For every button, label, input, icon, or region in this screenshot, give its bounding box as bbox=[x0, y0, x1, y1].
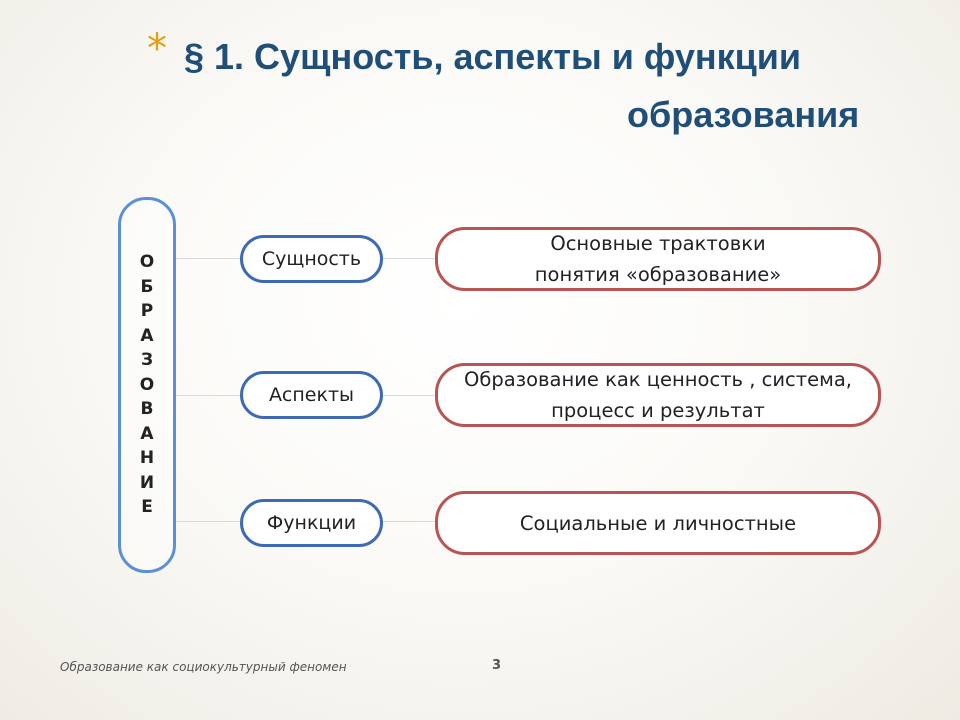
vertical-letter: Б bbox=[140, 276, 154, 297]
description-pill-essence bbox=[435, 227, 881, 291]
description-pill-text: Социальные и личностные bbox=[519, 511, 797, 535]
vertical-letter: О bbox=[139, 374, 155, 395]
description-pill-text: Основные трактовки понятия «образование» bbox=[534, 232, 782, 286]
title-bullet-star: * bbox=[147, 26, 167, 72]
slide-title-line-1: § 1. Сущность, аспекты и функции bbox=[184, 36, 802, 77]
vertical-letter: И bbox=[139, 472, 155, 493]
vertical-letter: В bbox=[140, 399, 154, 420]
aspect-pill-label: Сущность bbox=[261, 248, 362, 270]
slide-title-line-2: образования bbox=[627, 94, 860, 135]
description-pill-functions bbox=[435, 491, 881, 555]
slide-title bbox=[180, 28, 900, 144]
aspect-pill-label: Аспекты bbox=[268, 384, 355, 406]
description-pill-aspects bbox=[435, 363, 881, 427]
description-pill-text: Образование как ценность , система, процесс и результат bbox=[464, 368, 852, 422]
vertical-letter: Н bbox=[139, 448, 155, 469]
footer-caption: Образование как социокультурный феномен bbox=[60, 660, 347, 674]
vertical-letter: Е bbox=[141, 497, 153, 518]
vertical-letter: А bbox=[140, 423, 154, 444]
aspect-pill-label: Функции bbox=[266, 512, 357, 534]
aspect-pill-functions bbox=[240, 499, 383, 547]
vertical-letter: З bbox=[140, 350, 154, 371]
vertical-letter: А bbox=[140, 325, 154, 346]
vertical-letter: О bbox=[139, 252, 155, 273]
page-number: 3 bbox=[492, 658, 502, 673]
vertical-letter: Р bbox=[140, 301, 154, 322]
aspect-pill-aspects bbox=[240, 371, 383, 419]
vertical-label-box bbox=[118, 197, 176, 573]
aspect-pill-essence bbox=[240, 235, 383, 283]
